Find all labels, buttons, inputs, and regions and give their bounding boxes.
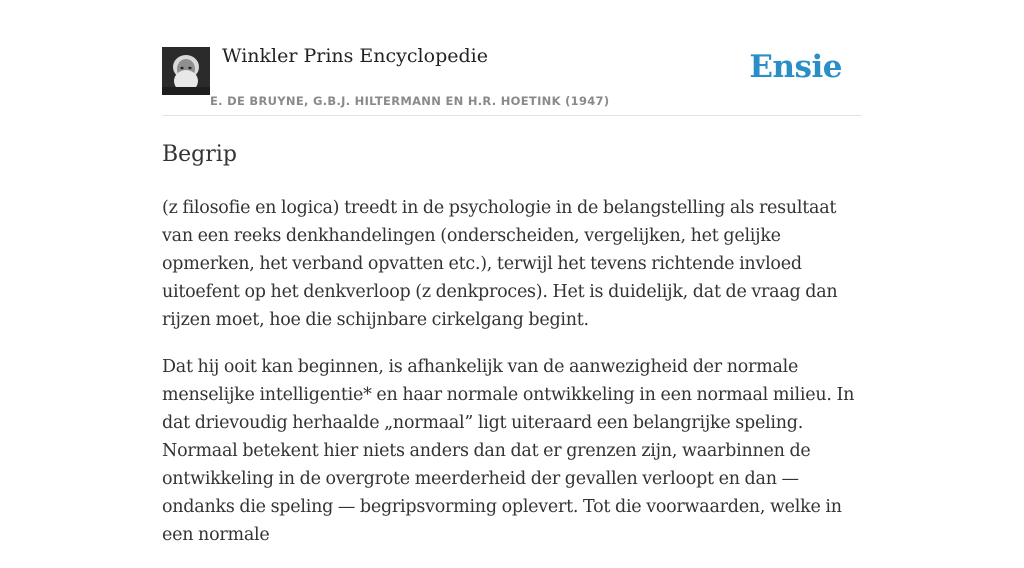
portrait-avatar-icon[interactable] — [162, 47, 210, 95]
content-column — [162, 0, 862, 568]
entry-paragraph: (z filosofie en logica) treedt in de psychologie in de belangstelling als resultaat van een reeks denkhandelingen (onderscheiden, vergelijken, het gelijke opmerken, het verband opvatten etc.), terwijl het tevens richtende invloed uitoefent op het denkverloop (z denkproces). Het is duidelijk, dat de vraag dan rijzen moet, hoe die schijnbare cirkelgang begint. — [162, 198, 838, 330]
authors-byline: E. DE BRUYNE, G.B.J. HILTERMANN EN H.R. HOETINK (1947) — [210, 94, 610, 108]
site-header — [162, 0, 862, 116]
ensie-logo[interactable]: Ensie — [749, 49, 842, 85]
entry-paragraph: Dat hij ooit kan beginnen, is afhankelijk van de aanwezigheid der normale menselijke intelligentie* en haar normale ontwikkeling in een normaal milieu. In dat drievoudig herhaalde „normaal” ligt uiteraard een belangrijke speling. Normaal betekent hier niets anders dan dat er grenzen zijn, waarbinnen de ontwikkeling in de overgrote meerderheid der gevallen verloopt en dan — ondanks die speling — begripsvorming oplevert. Tot die voorwaarden, welke in een normale — [162, 357, 855, 545]
site-title[interactable]: Winkler Prins Encyclopedie — [222, 45, 488, 67]
entry-title: Begrip — [162, 142, 237, 167]
entry-body — [162, 194, 862, 549]
